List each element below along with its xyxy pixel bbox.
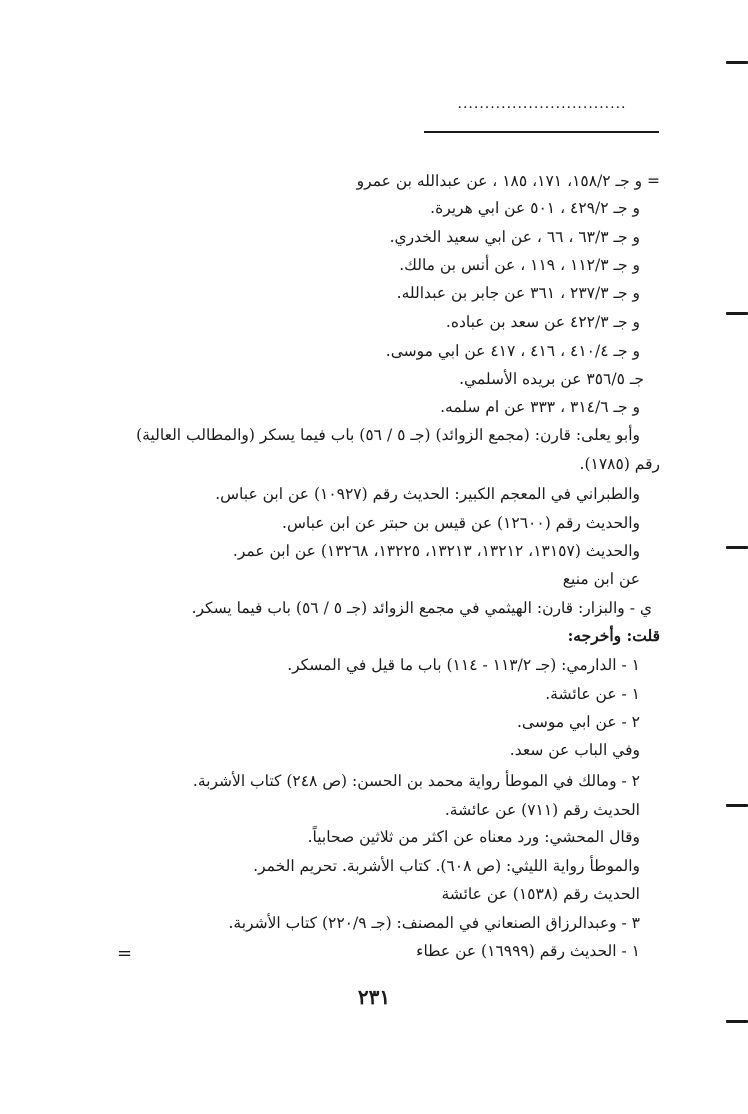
continuation-mark: = xyxy=(117,943,133,964)
text-line: و جـ ٤٢٢/٣ عن سعد بن عباده. xyxy=(445,313,640,331)
text-line: جـ ٣٥٦/٥ عن بريده الأسلمي. xyxy=(459,370,644,388)
text-line: ١ - عن عائشة. xyxy=(545,685,640,703)
text-line: = و جـ ١٥٨/٢، ١٧١، ١٨٥ ، عن عبدالله بن عمرو xyxy=(356,172,660,190)
text-line: و جـ ٣١٤/٦ ، ٣٣٣ عن ام سلمه. xyxy=(440,398,640,416)
text-line: و جـ ٤٢٩/٢ ، ٥٠١ عن ابي هريرة. xyxy=(430,199,640,217)
text-line: ٢ - عن ابي موسى. xyxy=(516,713,640,731)
margin-mark xyxy=(726,312,748,315)
margin-mark xyxy=(726,804,748,807)
text-line: ٣ - وعبدالرزاق الصنعاني في المصنف: (جـ ٢٢٠/٩) كتاب الأشربة. xyxy=(228,914,640,932)
text-line: ١ - الحديث رقم (١٦٩٩٩) عن عطاء xyxy=(416,942,640,960)
margin-mark xyxy=(726,1020,748,1023)
text-line: والموطأ رواية الليثي: (ص ٦٠٨). كتاب الأشربة. تحريم الخمر. xyxy=(253,857,640,875)
text-line: وفي الباب عن سعد. xyxy=(509,741,640,759)
text-line: والحديث رقم (١٢٦٠٠) عن قيس بن حبتر عن ابن عباس. xyxy=(282,514,640,532)
text-line: والطبراني في المعجم الكبير: الحديث رقم (١٠٩٢٧) عن ابن عباس. xyxy=(215,485,640,503)
text-line: الحديث رقم (١٥٣٨) عن عائشة xyxy=(441,885,640,903)
text-line: و جـ ٦٣/٣ ، ٦٦ ، عن ابي سعيد الخدري. xyxy=(389,228,640,246)
margin-mark xyxy=(726,61,748,64)
page-number: ٢٣١ xyxy=(357,985,391,1009)
text-line: والحديث (١٣١٥٧، ١٣٢١٢، ١٣٢١٣، ١٣٢٢٥، ١٣٢٦٨) عن ابن عمر. xyxy=(232,542,640,560)
text-line: و جـ ٢٣٧/٣ ، ٣٦١ عن جابر بن عبدالله. xyxy=(396,284,640,302)
header-rule xyxy=(424,131,659,133)
text-line: ٢ - ومالك في الموطأ رواية محمد بن الحسن: (ص ٢٤٨) كتاب الأشربة. xyxy=(192,772,640,790)
section-heading: قلت: وأخرجه: xyxy=(567,626,660,645)
text-line: و جـ ٤١٠/٤ ، ٤١٦ ، ٤١٧ عن ابي موسى. xyxy=(385,342,640,360)
text-line: ي - والبزار: قارن: الهيثمي في مجمع الزوائد (جـ ٥ / ٥٦) باب فيما يسكر. xyxy=(191,599,652,617)
text-line: الحديث رقم (٧١١) عن عائشة. xyxy=(444,801,640,819)
text-line: ١ - الدارمي: (جـ ١١٣/٢ - ١١٤) باب ما قيل في المسكر. xyxy=(287,656,640,674)
text-line: عن ابن منيع xyxy=(562,570,640,588)
text-line: رقم (١٧٨٥). xyxy=(579,455,660,473)
text-line: وأبو يعلى: قارن: (مجمع الزوائد) (جـ ٥ / ٥٦) باب فيما يسكر (والمطالب العالية) xyxy=(136,426,640,444)
text-line: و جـ ١١٢/٣ ، ١١٩ ، عن أنس بن مالك. xyxy=(399,256,640,274)
text-line: وقال المحشي: ورد معناه عن اكثر من ثلاثين صحابياً. xyxy=(307,828,640,846)
header-dotted-line: ............................... xyxy=(457,96,627,112)
margin-mark xyxy=(726,546,748,549)
